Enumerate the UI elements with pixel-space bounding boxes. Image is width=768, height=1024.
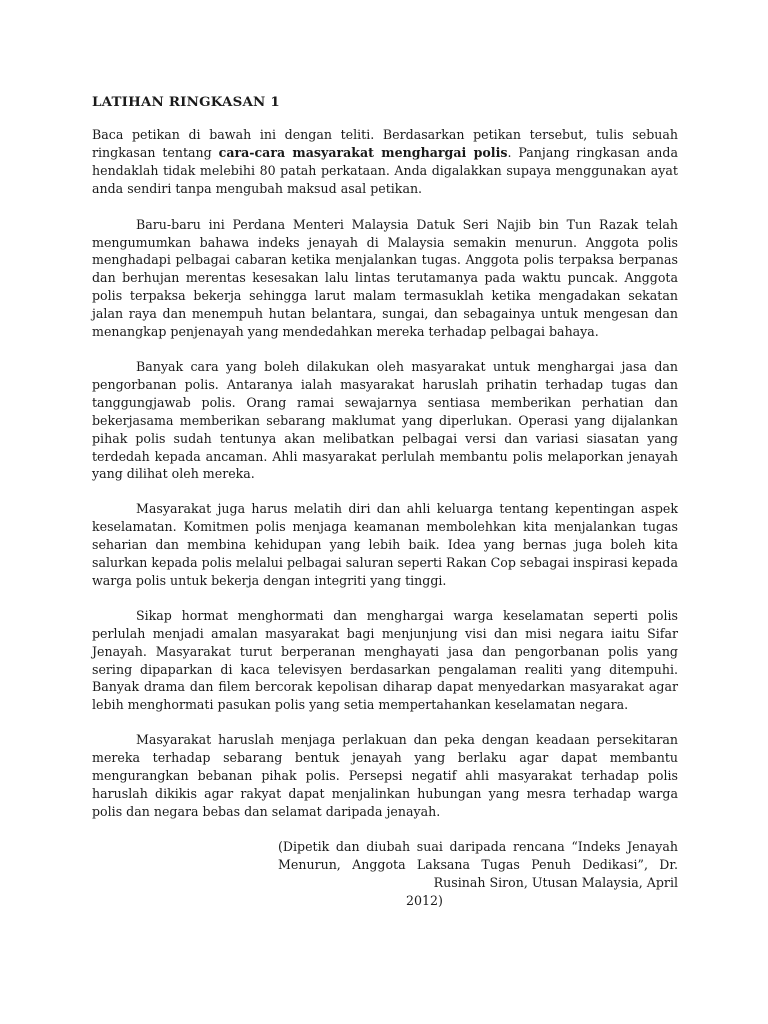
instruction-text [92,126,678,198]
passage-paragraph-4: Sikap hormat menghormati dan menghargai warga keselamatan seperti polis perlulah menjadi amalan masyarakat bagi menjunjung visi dan misi negara iaitu Sifar Jenayah. Masyarakat turut berperanan menghayati jasa dan pengorbanan polis yang sering dipaparkan di kaca televisyen berdasarkan pengalaman realiti yang ditempuhi. Banyak drama dan filem bercorak kepolisan diharap dapat menyedarkan masyarakat agar lebih menghormati pasukan polis yang setia mempertahankan keselamatan negara. [92,607,678,713]
instruction-topic: cara-cara masyarakat menghargai polis [218,144,508,160]
passage-paragraph-1: Baru-baru ini Perdana Menteri Malaysia Datuk Seri Najib bin Tun Razak telah mengumumkan bahawa indeks jenayah di Malaysia semakin menurun. Anggota polis menghadapi pelbagai cabaran ketika menjalankan tugas. Anggota polis terpaksa berpanas dan berhujan merentas kesesakan lalu lintas terutamanya pada waktu puncak. Anggota polis terpaksa bekerja sehingga larut malam termasuklah ketika mengadakan sekatan jalan raya dan menempuh hutan belantara, sungai, dan sebagainya untuk mengesan dan menangkap penjenayah yang mendedahkan mereka terhadap pelbagai bahaya. [92,216,678,340]
passage-paragraph-2: Banyak cara yang boleh dilakukan oleh masyarakat untuk menghargai jasa dan pengorbanan polis. Antaranya ialah masyarakat haruslah prihatin terhadap tugas dan tanggungjawab polis. Orang ramai sewajarnya sentiasa memberikan perhatian dan bekerjasama memberikan sebarang maklumat yang diperlukan. Operasi yang dijalankan pihak polis sudah tentunya akan melibatkan pelbagai versi dan variasi siasatan yang terdedah kepada ancaman. Ahli masyarakat perlulah membantu polis melaporkan jenayah yang dilihat oleh mereka. [92,358,678,482]
document-content [92,93,678,909]
citation-year: 2012) [406,892,443,908]
page-title: LATIHAN RINGKASAN 1 [92,94,280,110]
instruction-part-2: . Panjang ringkasan anda hendaklah tidak melebihi 80 patah perkataan. Anda digalakkan supaya menggunakan ayat anda sendiri tanpa mengubah maksud asal petikan. [92,144,678,196]
passage-paragraph-5: Masyarakat haruslah menjaga perlakuan dan peka dengan keadaan persekitaran mereka terhadap sebarang bentuk jenayah yang berlaku agar dapat membantu mengurangkan bebanan pihak polis. Persepsi negatif ahli masyarakat terhadap polis haruslah dikikis agar rakyat dapat menjalinkan hubungan yang mesra terhadap warga polis dan negara bebas dan selamat daripada jenayah. [92,732,678,819]
passage-paragraph-3: Masyarakat juga harus melatih diri dan ahli keluarga tentang kepentingan aspek keselamatan. Komitmen polis menjaga keamanan membolehkan kita menjalankan tugas seharian dan membina kehidupan yang lebih baik. Idea yang bernas juga boleh kita salurkan kepada polis melalui pelbagai saluran seperti Rakan Cop sebagai inspirasi kepada warga polis untuk bekerja dengan integriti yang tinggi. [92,501,678,588]
instruction-part-1: Baca petikan di bawah ini dengan teliti. Berdasarkan petikan tersebut, tulis sebuah ringkasan tentang [92,127,678,160]
citation-main: (Dipetik dan diubah suai daripada rencana “Indeks Jenayah Menurun, Anggota Laksana Tugas Penuh Dedikasi”, Dr. Rusinah Siron, Utusan Malaysia, April [278,838,678,890]
source-citation [278,838,678,910]
